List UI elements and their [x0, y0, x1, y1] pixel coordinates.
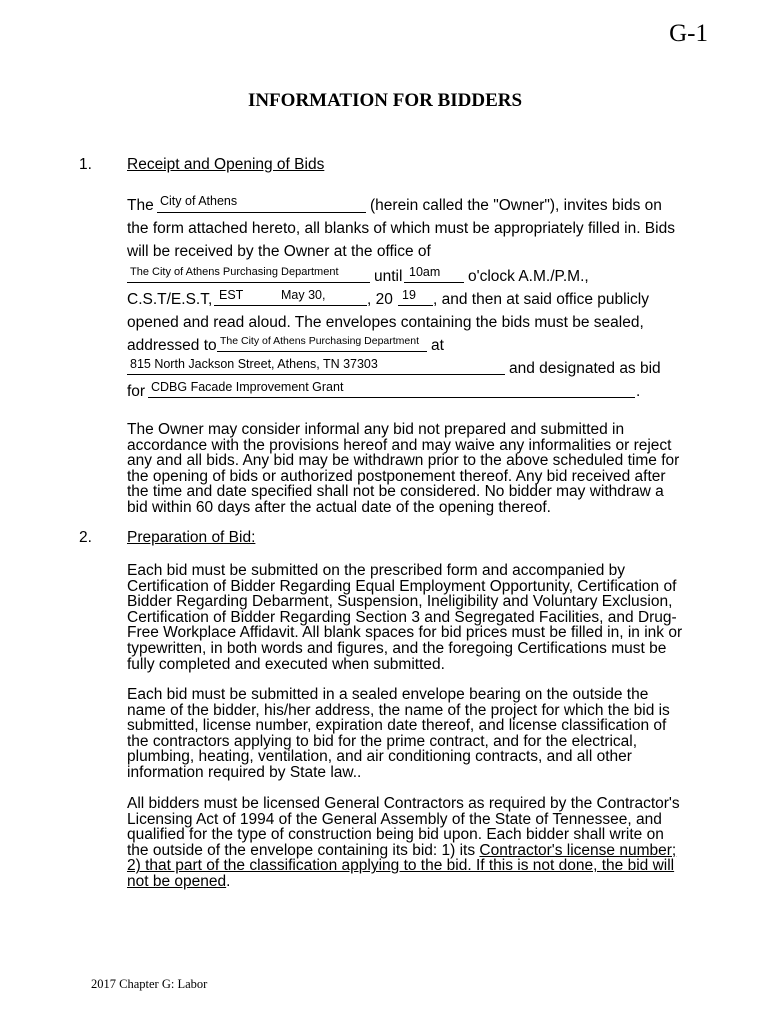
bid-name-period: .	[636, 383, 641, 400]
informal-bid-paragraph: The Owner may consider informal any bid not prepared and submitted in accordance with the provisions hereof and may waive any informalities or reject any and all bids. Any bid may be withdrawn prior to the above scheduled time for the opening of bids or authorized postponement thereof. Any bid received after the time and date specified shall not be considered. No bidder may withdraw a bid within 60 days after the actual date of the opening thereof.	[127, 421, 680, 516]
owner-line-prefix: The	[127, 197, 154, 214]
timezone-field[interactable]: EST	[219, 288, 244, 302]
until-label: until	[374, 268, 403, 285]
year-prefix: , 20	[367, 291, 393, 308]
bid-name-field-line	[148, 397, 635, 398]
designated-label: and designated as bid	[509, 360, 661, 377]
opened-text-line: opened and read aloud. The envelopes containing the bids must be sealed,	[127, 314, 644, 331]
address-field-line	[127, 374, 505, 375]
section-2-number: 2.	[79, 529, 92, 546]
addressee-field-line	[217, 351, 427, 352]
year-field-line	[398, 305, 433, 306]
line5-suffix: , and then at said office publicly	[433, 291, 649, 308]
timezone-label: C.S.T/E.S.T,	[127, 291, 213, 308]
prescribed-form-paragraph: Each bid must be submitted on the prescribed form and accompanied by Certification of Bidder Regarding Equal Employment Opportunity, Certification of Bidder Regarding Debarment, Suspension, Ineligibility and Voluntary Exclusion, Certification of Bidder Regarding Section 3 and Segregated Facilities, and Drug-Free Workplace Affidavit. All blank spaces for bid prices must be filled in, in ink or typewritten, in both words and figures, and the foregoing Certifications must be fully completed and executed when submitted.	[127, 562, 683, 673]
date-field[interactable]: May 30,	[281, 288, 326, 302]
page-footer: 2017 Chapter G: Labor	[91, 977, 208, 991]
sealed-envelope-paragraph: Each bid must be submitted in a sealed envelope bearing on the outside the name of the bidder, his/her address, the name of the project for which the bid is submitted, license number, expiration date thereof, and license classification of the contractors applying to bid for the prime contract, and for the electrical, plumbing, heating, ventilation, and air conditioning contracts, and all other information required by State law..	[127, 686, 670, 781]
office-field-line	[127, 282, 370, 283]
oclock-label: o'clock A.M./P.M.,	[468, 268, 589, 285]
form-text-line: the form attached hereto, all blanks of which must be appropriately filled in. Bids	[127, 220, 675, 237]
for-label: for	[127, 383, 146, 400]
page-label: G-1	[669, 20, 708, 47]
section-1-number: 1.	[79, 156, 92, 173]
address-field[interactable]: 815 North Jackson Street, Athens, TN 37303	[130, 357, 378, 371]
date-field-line	[214, 305, 367, 306]
office-text-line: will be received by the Owner at the office of	[127, 243, 431, 260]
license-requirement-underlined: Contractor's license number; 2) that part of the classification applying to the bid. If this is not done, the bid will not be opened	[127, 841, 677, 890]
bid-name-field[interactable]: CDBG Facade Improvement Grant	[151, 380, 344, 394]
addressed-label: addressed to	[127, 337, 217, 354]
owner-name-field-line	[157, 212, 366, 213]
section-2-heading: Preparation of Bid:	[127, 529, 256, 546]
owner-name-field[interactable]: City of Athens	[160, 194, 238, 208]
time-field-line	[404, 282, 464, 283]
office-name-field[interactable]: The City of Athens Purchasing Department	[130, 266, 339, 278]
addressee-field[interactable]: The City of Athens Purchasing Department	[220, 335, 420, 347]
page-title: INFORMATION FOR BIDDERS	[247, 90, 523, 111]
time-field[interactable]: 10am	[409, 265, 441, 279]
year-field[interactable]: 19	[402, 288, 416, 302]
owner-line-suffix: (herein called the "Owner"), invites bids on	[370, 197, 662, 214]
at-label: at	[431, 337, 444, 354]
section-1-heading: Receipt and Opening of Bids	[127, 156, 325, 173]
license-paragraph: All bidders must be licensed General Contractors as required by the Contractor's Licensing Act of 1994 of the General Assembly of the State of Tennessee, and qualified for the type of construction being bid upon. Each bidder shall write on the outside of the envelope containing its bid: 1) its Contractor's license number; 2) that part of the classification applying to the bid. If this is not done, the bid will not be opened.	[127, 795, 680, 890]
